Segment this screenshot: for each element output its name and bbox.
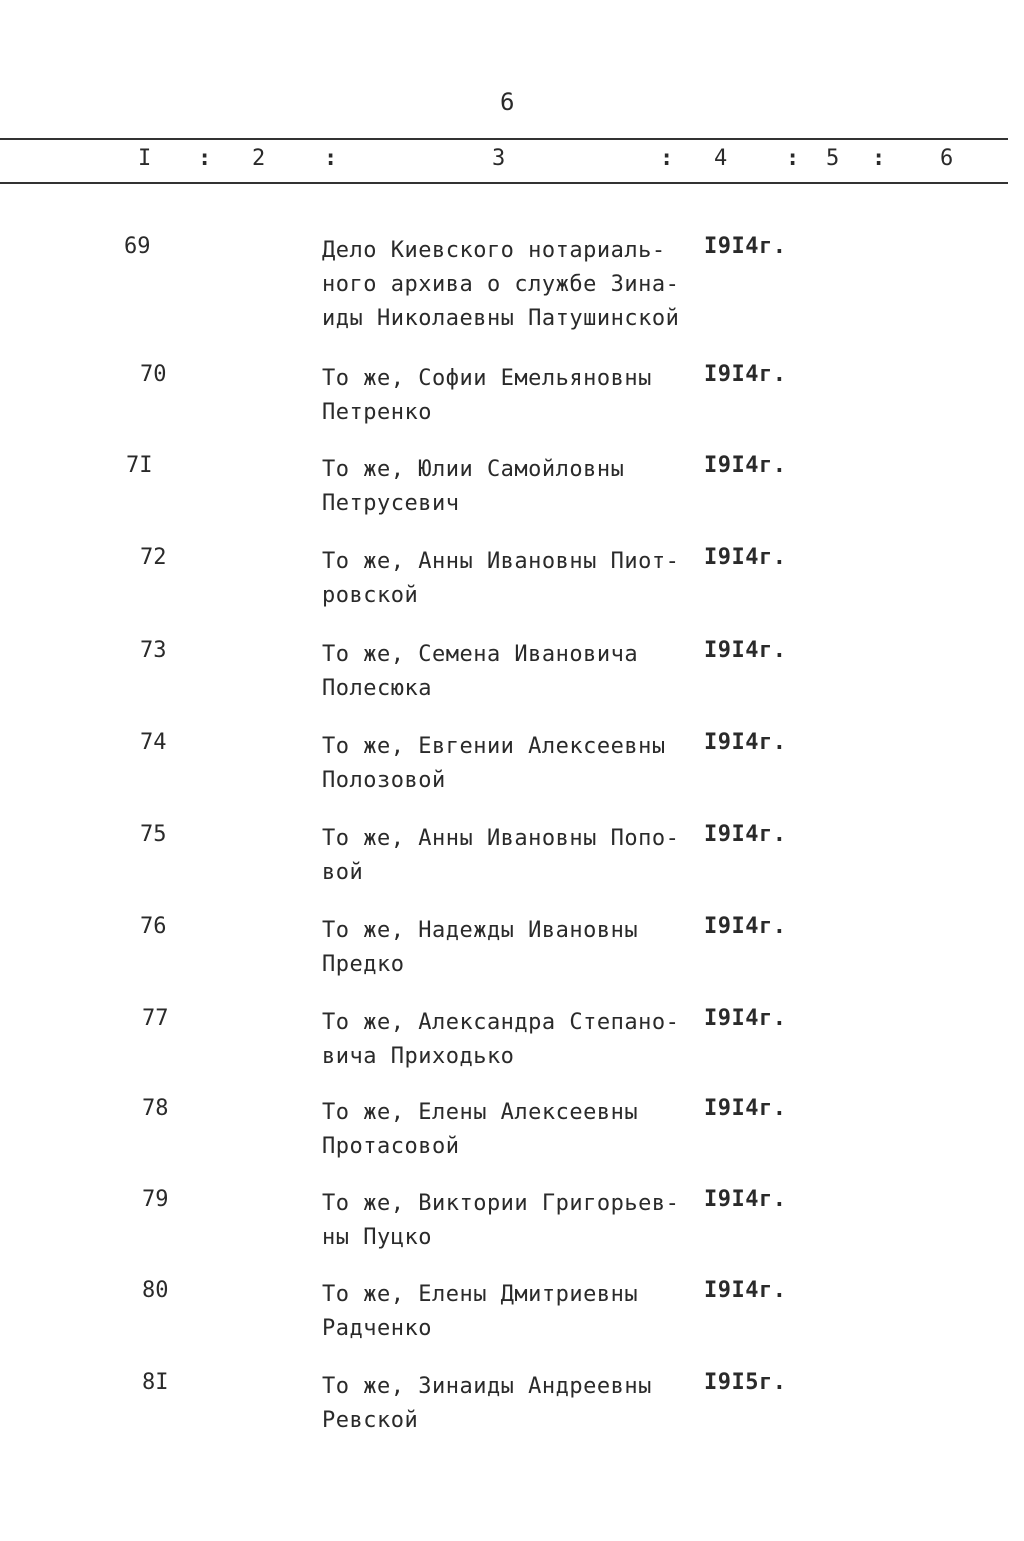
- row-number: 72: [140, 545, 167, 570]
- row-year: I9I4г.: [704, 1278, 787, 1303]
- row-year: I9I4г.: [704, 1187, 787, 1212]
- row-number: 78: [142, 1096, 169, 1121]
- row-number: 73: [140, 638, 167, 663]
- row-description: То же, Елены Алексеевны Протасовой: [322, 1100, 639, 1159]
- row-description: То же, Евгении Алексеевны Полозовой: [322, 734, 666, 793]
- row-year: I9I4г.: [704, 822, 787, 847]
- row-year: I9I4г.: [704, 730, 787, 755]
- row-number: 77: [142, 1006, 169, 1031]
- row-year: I9I4г.: [704, 545, 787, 570]
- row-year: I9I4г.: [704, 234, 787, 259]
- header-rule-top: [0, 138, 1008, 140]
- row-year: I9I5г.: [704, 1370, 787, 1395]
- row-year: I9I4г.: [704, 638, 787, 663]
- row-description: То же, Зинаиды Андреевны Ревской: [322, 1374, 652, 1433]
- row-description: То же, Софии Емельяновны Петренко: [322, 366, 652, 425]
- row-description: То же, Надежды Ивановны Предко: [322, 918, 639, 977]
- column-header-3: 3: [492, 146, 506, 171]
- row-description: То же, Александра Степано- вича Приходько: [322, 1010, 680, 1069]
- row-description: То же, Семена Ивановича Полесюка: [322, 642, 639, 701]
- row-year: I9I4г.: [704, 362, 787, 387]
- row-description: То же, Елены Дмитриевны Радченко: [322, 1282, 639, 1341]
- row-number: 75: [140, 822, 167, 847]
- column-header-4: 4: [714, 146, 728, 171]
- header-rule-bottom: [0, 182, 1008, 184]
- column-header-6: 6: [940, 146, 954, 171]
- column-separator: :: [786, 146, 800, 171]
- column-separator: :: [660, 146, 674, 171]
- row-number: 79: [142, 1187, 169, 1212]
- row-year: I9I4г.: [704, 453, 787, 478]
- row-description: То же, Анны Ивановны Попо- вой: [322, 826, 680, 885]
- row-number: 80: [142, 1278, 169, 1303]
- column-separator: :: [872, 146, 886, 171]
- column-header-2: 2: [252, 146, 266, 171]
- row-description: Дело Киевского нотариаль- ного архива о службе Зина- иды Николаевны Патушинской: [322, 238, 680, 331]
- row-number: 7I: [126, 453, 153, 478]
- row-number: 69: [124, 234, 151, 259]
- column-separator: :: [198, 146, 212, 171]
- row-year: I9I4г.: [704, 914, 787, 939]
- column-header-5: 5: [826, 146, 840, 171]
- column-header-1: I: [138, 146, 152, 171]
- page-number: 6: [500, 88, 515, 116]
- row-description: То же, Виктории Григорьев- ны Пуцко: [322, 1191, 680, 1250]
- row-number: 8I: [142, 1370, 169, 1395]
- row-number: 70: [140, 362, 167, 387]
- row-year: I9I4г.: [704, 1006, 787, 1031]
- row-description: То же, Анны Ивановны Пиот- ровской: [322, 549, 680, 608]
- row-year: I9I4г.: [704, 1096, 787, 1121]
- row-description: То же, Юлии Самойловны Петрусевич: [322, 457, 625, 516]
- column-separator: :: [324, 146, 338, 171]
- row-number: 74: [140, 730, 167, 755]
- row-number: 76: [140, 914, 167, 939]
